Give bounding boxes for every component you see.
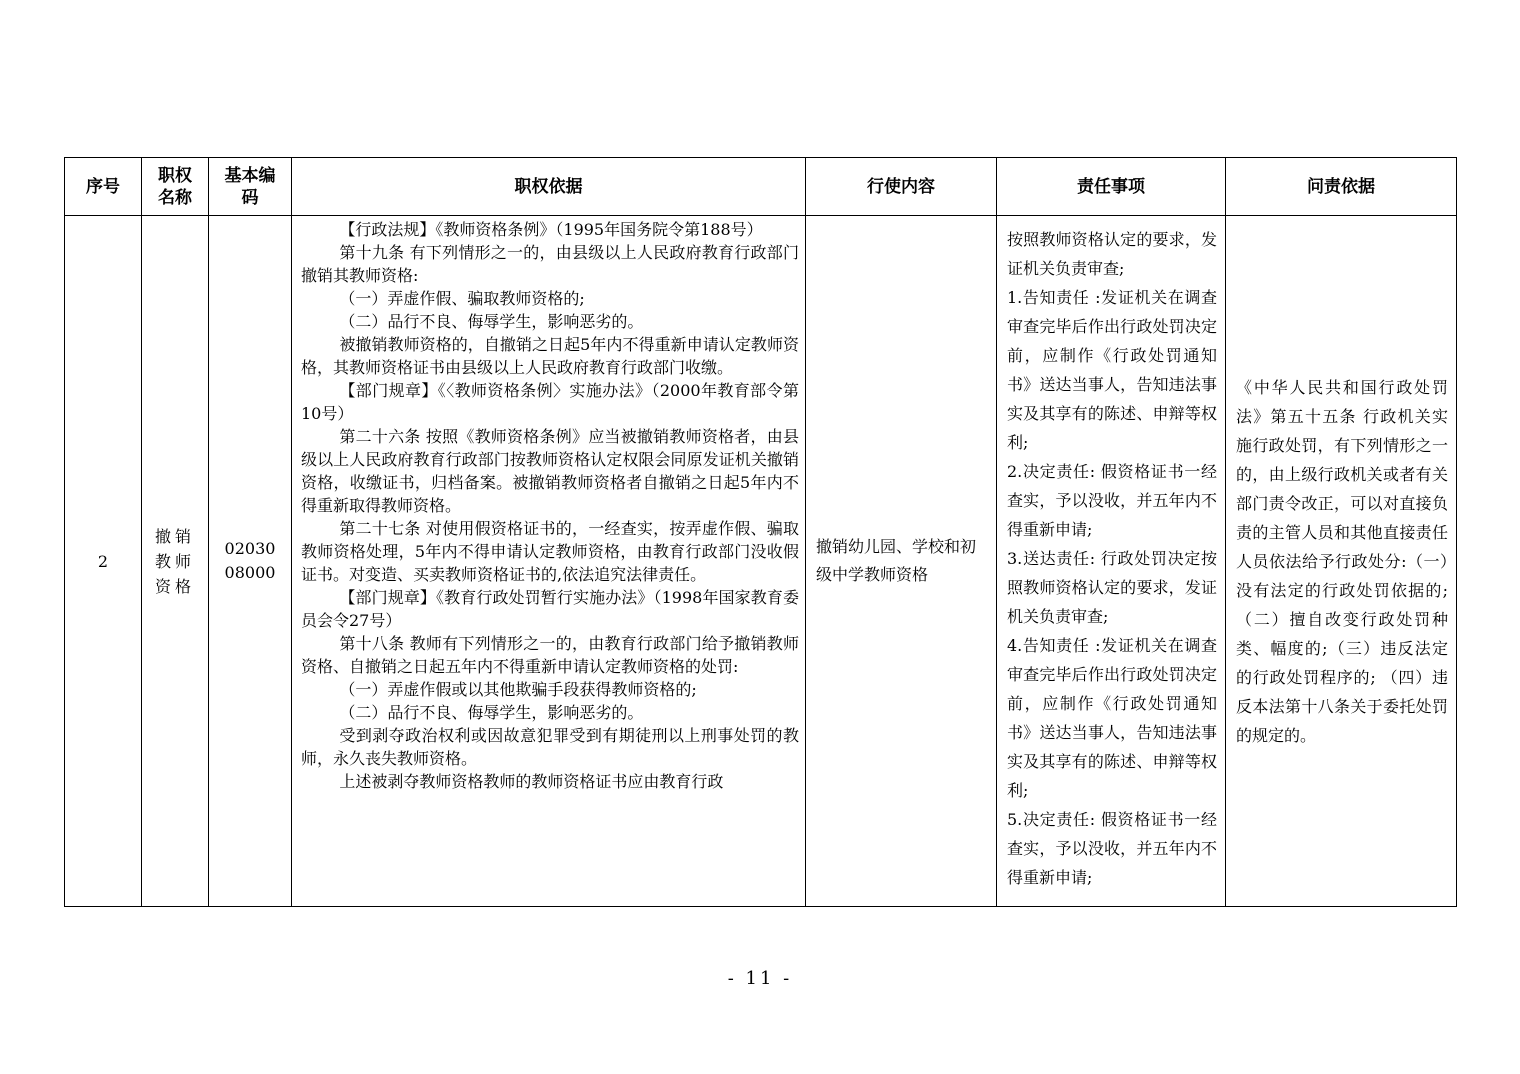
- basis-paragraph: 被撤销教师资格的，自撤销之日起5年内不得重新申请认定教师资格，其教师资格证书由县级以上人民政府教育行政部门收缴。: [301, 335, 799, 377]
- header-exercise: 行使内容: [806, 158, 997, 216]
- basis-paragraph: 【部门规章】《〈教师资格条例〉实施办法》（2000年教育部令第10号）: [301, 381, 799, 423]
- header-seq: 序号: [65, 158, 142, 216]
- basis-paragraph: 第十九条 有下列情形之一的，由县级以上人民政府教育行政部门撤销其教师资格:: [301, 243, 799, 285]
- responsibility-item: 按照教师资格认定的要求，发证机关负责审查;: [1007, 230, 1217, 278]
- cell-code-line1: 02030: [224, 539, 276, 558]
- responsibility-item: 2.决定责任: 假资格证书一经查实，予以没收，并五年内不得重新申请;: [1007, 462, 1217, 539]
- cell-basis: [292, 216, 806, 907]
- basis-paragraph: 【行政法规】《教师资格条例》（1995年国务院令第188号）: [339, 220, 763, 239]
- header-code-line2: 码: [241, 187, 259, 208]
- cell-name-line3: 资格: [154, 576, 195, 596]
- basis-paragraph: 上述被剥夺教师资格教师的教师资格证书应由教育行政: [339, 772, 724, 791]
- cell-accountability: 《中华人民共和国行政处罚法》第五十五条 行政机关实施行政处罚，有下列情形之一的，由上级行政机关或者有关部门责令改正，可以对直接负责的主管人员和其他直接责任人员依法给予行政处分:（一）没有法定的行政处罚依据的; （二）擅自改变行政处罚种类、幅度的;（三）违反法定的行政处罚程序的; （四）违反本法第十八条关于委托处罚的规定的。: [1226, 216, 1457, 907]
- header-code-line1: 基本编: [224, 165, 276, 186]
- header-responsibility: 责任事项: [997, 158, 1226, 216]
- basis-paragraph: 第十八条 教师有下列情形之一的，由教育行政部门给予撤销教师资格、自撤销之日起五年内不得重新申请认定教师资格的处罚:: [301, 634, 799, 676]
- responsibility-item: 3.送达责任: 行政处罚决定按照教师资格认定的要求，发证机关负责审查;: [1007, 549, 1217, 626]
- header-name: [142, 158, 209, 216]
- cell-seq: 2: [65, 216, 142, 907]
- basis-paragraph: （一）弄虚作假或以其他欺骗手段获得教师资格的;: [339, 680, 697, 699]
- cell-name: [142, 216, 209, 907]
- header-code: [209, 158, 292, 216]
- table-header-row: [65, 158, 1457, 216]
- basis-paragraph: （一）弄虚作假、骗取教师资格的;: [339, 289, 585, 308]
- cell-code-line2: 08000: [224, 563, 276, 582]
- basis-paragraph: 第二十七条 对使用假资格证书的，一经查实，按弄虚作假、骗取教师资格处理，5年内不得申请认定教师资格，由教育行政部门没收假证书。对变造、买卖教师资格证书的,依法追究法律责任。: [301, 519, 799, 584]
- page-number: - 11 -: [727, 968, 793, 989]
- table-row: [65, 216, 1457, 907]
- responsibility-item: 1.告知责任 :发证机关在调查审查完毕后作出行政处罚决定前，应制作《行政处罚通知书》送达当事人，告知违法事实及其享有的陈述、申辩等权利;: [1007, 288, 1217, 452]
- basis-paragraph: 第二十六条 按照《教师资格条例》应当被撤销教师资格者，由县级以上人民政府教育行政部门按教师资格认定权限会同原发证机关撤销资格，收缴证书，归档备案。被撤销教师资格者自撤销之日起5年内不得重新取得教师资格。: [301, 427, 799, 515]
- cell-exercise: 撤销幼儿园、学校和初级中学教师资格: [806, 216, 997, 907]
- cell-responsibility: [997, 216, 1226, 907]
- responsibility-item: 4.告知责任 :发证机关在调查审查完毕后作出行政处罚决定前，应制作《行政处罚通知书》送达当事人，告知违法事实及其享有的陈述、申辩等权利;: [1007, 636, 1217, 800]
- basis-paragraph: （二）品行不良、侮辱学生，影响恶劣的。: [339, 703, 644, 722]
- header-name-line1: 职权: [158, 165, 192, 186]
- authority-table: [64, 157, 1457, 907]
- header-name-line2: 名称: [158, 187, 192, 208]
- header-accountability: 问责依据: [1226, 158, 1457, 216]
- basis-paragraph: 受到剥夺政治权利或因故意犯罪受到有期徒刑以上刑事处罚的教师，永久丧失教师资格。: [301, 726, 799, 768]
- cell-name-line1: 撤销: [154, 526, 195, 546]
- header-basis: 职权依据: [292, 158, 806, 216]
- cell-name-line2: 教师: [154, 551, 195, 571]
- responsibility-item: 5.决定责任: 假资格证书一经查实，予以没收，并五年内不得重新申请;: [1007, 810, 1217, 887]
- basis-paragraph: 【部门规章】《教育行政处罚暂行实施办法》（1998年国家教育委员会令27号）: [301, 588, 799, 630]
- basis-paragraph: （二）品行不良、侮辱学生，影响恶劣的。: [339, 312, 644, 331]
- cell-code: [209, 216, 292, 907]
